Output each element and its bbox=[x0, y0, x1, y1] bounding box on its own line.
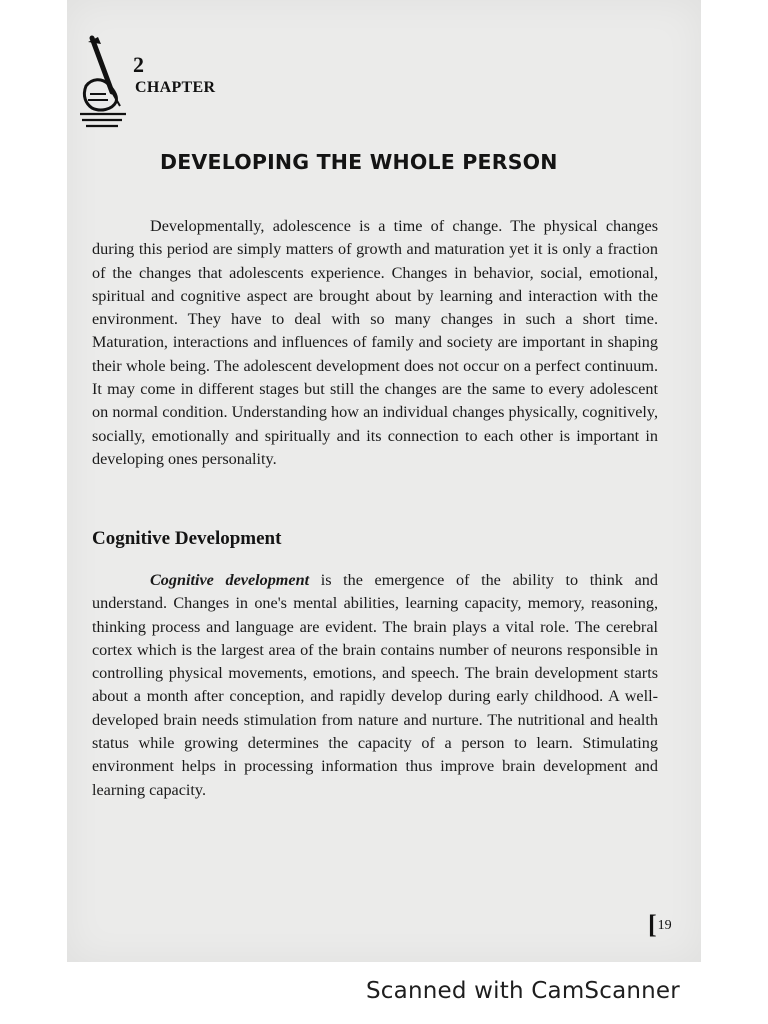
page-number-bracket: [ bbox=[648, 910, 657, 939]
cognitive-paragraph bbox=[92, 569, 658, 802]
chapter-number: 2 bbox=[133, 52, 144, 77]
scanned-page bbox=[67, 0, 701, 962]
page-number-value: 19 bbox=[657, 918, 672, 933]
cognitive-paragraph-text: is the emergence of the ability to think and understand. Changes in one's mental abilities, learning capacity, memory, reasoning, thinking process and language are evident. The brain plays a vital role. The cerebral cortex which is the largest area of the brain contains number of neurons responsible in controlling physical movements, emotions, and speech. The brain development starts about a month after conception, and rapidly develop during early childhood. A well-developed brain needs stimulation from nature and nurture. The nutritional and health status while growing determines the capacity of a person to learn. Stimulating environment helps in processing information thus improve brain development and learning capacity. bbox=[92, 571, 658, 799]
defined-term: Cognitive development bbox=[150, 571, 310, 589]
section-heading: Cognitive Development bbox=[92, 528, 282, 549]
chapter-label: CHAPTER bbox=[135, 79, 216, 96]
intro-paragraph: Developmentally, adolescence is a time of change. The physical changes during this period are simply matters of growth and maturation yet it is only a fraction of the changes that adolescents experience. Changes in behavior, social, emotional, spiritual and cognitive aspect are brought about by learning and interaction with the environment. They have to deal with so many changes in such a short time. Maturation, interactions and influences of family and society are important in shaping their whole being. The adolescent development does not occur on a perfect continuum. It may come in different stages but still the changes are the same to every adolescent on normal condition. Understanding how an individual changes physically, cognitively, socially, emotionally and spiritually and its connection to each other is important in developing ones personality. bbox=[92, 217, 658, 468]
hand-writing-quill-icon bbox=[78, 34, 130, 129]
camscanner-watermark: Scanned with CamScanner bbox=[366, 978, 680, 1004]
page-number bbox=[648, 910, 672, 940]
chapter-mark bbox=[78, 34, 248, 129]
page-title: DEVELOPING THE WHOLE PERSON bbox=[160, 150, 558, 174]
